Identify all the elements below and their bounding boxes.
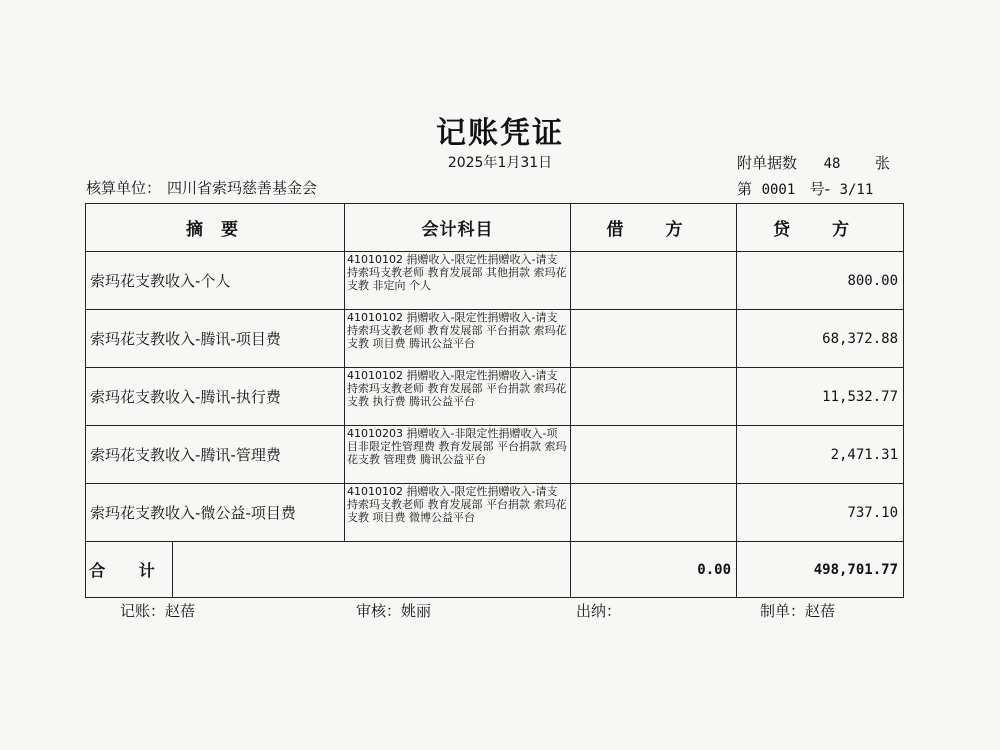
reviewer-signature	[356, 600, 431, 621]
attachment-number: 48	[823, 156, 841, 172]
attachment-count	[737, 152, 890, 173]
accounting-unit-label: 核算单位：	[86, 179, 162, 197]
table-row	[86, 426, 904, 484]
row-debit	[571, 252, 737, 310]
row-credit: 11,532.77	[737, 368, 904, 426]
row-summary: 索玛花支教收入-个人	[86, 252, 345, 310]
preparer-signature	[760, 600, 835, 621]
row-subject: 41010102 捐赠收入-限定性捐赠收入-请支持索玛支教老师 教育发展部 其他捐款 索玛花支教 非定向 个人	[345, 252, 571, 310]
row-credit: 800.00	[737, 252, 904, 310]
total-credit: 498,701.77	[737, 542, 904, 598]
table-row	[86, 484, 904, 542]
voucher-table	[85, 203, 904, 598]
voucher-date: 2025年1月31日	[447, 155, 553, 171]
row-credit: 2,471.31	[737, 426, 904, 484]
reviewer-label: 审核：	[356, 602, 402, 620]
row-summary: 索玛花支教收入-腾讯-执行费	[86, 368, 345, 426]
attachment-label: 附单据数	[737, 154, 798, 172]
table-row	[86, 310, 904, 368]
row-debit	[571, 368, 737, 426]
voucher-number	[737, 178, 873, 199]
row-subject: 41010203 捐赠收入-非限定性捐赠收入-项目非限定性管理费 教育发展部 平台捐款 索玛花支教 管理费 腾讯公益平台	[345, 426, 571, 484]
header-debit: 借 方	[571, 204, 737, 252]
row-subject: 41010102 捐赠收入-限定性捐赠收入-请支持索玛支教老师 教育发展部 平台捐款 索玛花支教 项目费 微博公益平台	[345, 484, 571, 542]
row-credit: 68,372.88	[737, 310, 904, 368]
total-label: 合 计	[86, 542, 173, 598]
row-summary: 索玛花支教收入-腾讯-项目费	[86, 310, 345, 368]
table-header-row	[86, 204, 904, 252]
header-subject: 会计科目	[345, 204, 571, 252]
row-summary: 索玛花支教收入-腾讯-管理费	[86, 426, 345, 484]
cashier-signature	[576, 600, 621, 621]
voucher-title: 记账凭证	[436, 116, 564, 151]
bookkeeper-name: 赵蓓	[165, 602, 196, 620]
bookkeeper-label: 记账：	[120, 602, 166, 620]
cashier-label: 出纳：	[576, 602, 622, 620]
row-credit: 737.10	[737, 484, 904, 542]
total-row	[86, 542, 904, 598]
reviewer-name: 姚丽	[401, 602, 432, 620]
preparer-name: 赵蓓	[805, 602, 836, 620]
voucher-number-suffix: 号-	[809, 180, 831, 198]
accounting-unit	[86, 177, 317, 198]
voucher-number-prefix: 第	[737, 180, 753, 198]
accounting-unit-name: 四川省索玛慈善基金会	[167, 179, 318, 197]
row-debit	[571, 310, 737, 368]
row-subject: 41010102 捐赠收入-限定性捐赠收入-请支持索玛支教老师 教育发展部 平台捐款 索玛花支教 项目费 腾讯公益平台	[345, 310, 571, 368]
row-debit	[571, 484, 737, 542]
row-summary: 索玛花支教收入-微公益-项目费	[86, 484, 345, 542]
table-row	[86, 252, 904, 310]
header-summary: 摘 要	[86, 204, 345, 252]
preparer-label: 制单：	[760, 602, 806, 620]
voucher-page: 3/11	[839, 182, 874, 198]
table-row	[86, 368, 904, 426]
bookkeeper-signature	[120, 600, 195, 621]
row-subject: 41010102 捐赠收入-限定性捐赠收入-请支持索玛支教老师 教育发展部 平台捐款 索玛花支教 执行费 腾讯公益平台	[345, 368, 571, 426]
voucher-number-value: 0001	[761, 182, 796, 198]
total-debit: 0.00	[571, 542, 737, 598]
attachment-unit: 张	[875, 154, 891, 172]
total-blank	[173, 542, 571, 598]
header-credit: 贷 方	[737, 204, 904, 252]
row-debit	[571, 426, 737, 484]
